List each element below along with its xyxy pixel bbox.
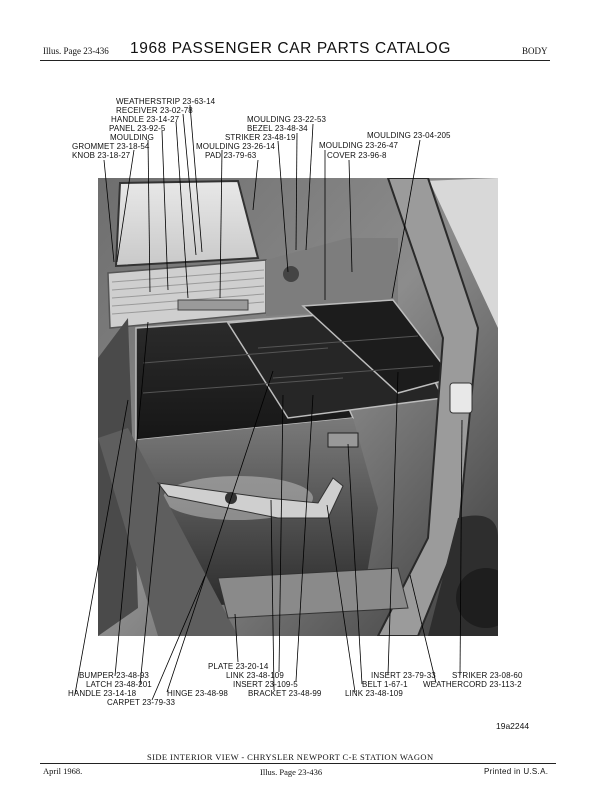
callout-striker-bottom: STRIKER 23-08-60: [452, 671, 523, 680]
station-wagon-interior-photo: [98, 178, 498, 636]
footer-divider: [40, 763, 556, 764]
callout-hinge: HINGE 23-48-98: [167, 689, 228, 698]
callout-panel: PANEL 23-92-5: [109, 124, 166, 133]
callout-latch: LATCH 23-48-201: [86, 680, 152, 689]
callout-moulding-26-14: MOULDING 23-26-14: [196, 142, 276, 151]
callout-striker-top: STRIKER 23-48-19: [225, 133, 296, 142]
catalog-title: 1968 PASSENGER CAR PARTS CATALOG: [130, 40, 451, 57]
callout-moulding-26-47: MOULDING 23-26-47: [319, 141, 399, 150]
callout-moulding-04-205: MOULDING 23-04-205: [367, 131, 451, 140]
footer-illus-page: Illus. Page 23-436: [260, 767, 323, 777]
footer-printed: Printed in U.S.A.: [484, 767, 549, 776]
figure-caption: SIDE INTERIOR VIEW - CHRYSLER NEWPORT C-E STATION WAGON: [147, 752, 434, 762]
header-divider: [40, 60, 550, 61]
callout-insert-79-33: INSERT 23-79-33: [371, 671, 436, 680]
callout-weathercord: WEATHERCORD 23-113-2: [423, 680, 522, 689]
callout-handle-top: HANDLE 23-14-27: [111, 115, 180, 124]
callout-handle-bottom: HANDLE 23-14-18: [68, 689, 137, 698]
figure-id: 19a2244: [496, 721, 530, 731]
callout-pad: PAD 23-79-63: [205, 151, 257, 160]
callout-bumper: BUMPER 23-48-93: [79, 671, 149, 680]
callout-link-left: LINK 23-48-109: [226, 671, 284, 680]
callout-belt: BELT 1-67-1: [362, 680, 408, 689]
callout-plate: PLATE 23-20-14: [208, 662, 269, 671]
callout-moulding-left: MOULDING: [110, 133, 154, 142]
callout-insert-109-5: INSERT 23-109-5: [233, 680, 298, 689]
callout-bracket: BRACKET 23-48-99: [248, 689, 322, 698]
callout-knob: KNOB 23-18-27: [72, 151, 131, 160]
callout-link-right: LINK 23-48-109: [345, 689, 403, 698]
callout-moulding-22-53: MOULDING 23-22-53: [247, 115, 327, 124]
callout-weatherstrip: WEATHERSTRIP 23-63-14: [116, 97, 216, 106]
footer-date: April 1968.: [43, 766, 83, 776]
section-name: BODY: [522, 46, 548, 56]
callout-cover: COVER 23-96-8: [327, 151, 387, 160]
callout-carpet: CARPET 23-79-33: [107, 698, 176, 707]
callout-grommet: GROMMET 23-18-54: [72, 142, 150, 151]
header-illus-page: Illus. Page 23-436: [43, 46, 109, 56]
callout-receiver: RECEIVER 23-02-78: [116, 106, 193, 115]
callout-bezel: BEZEL 23-48-34: [247, 124, 308, 133]
